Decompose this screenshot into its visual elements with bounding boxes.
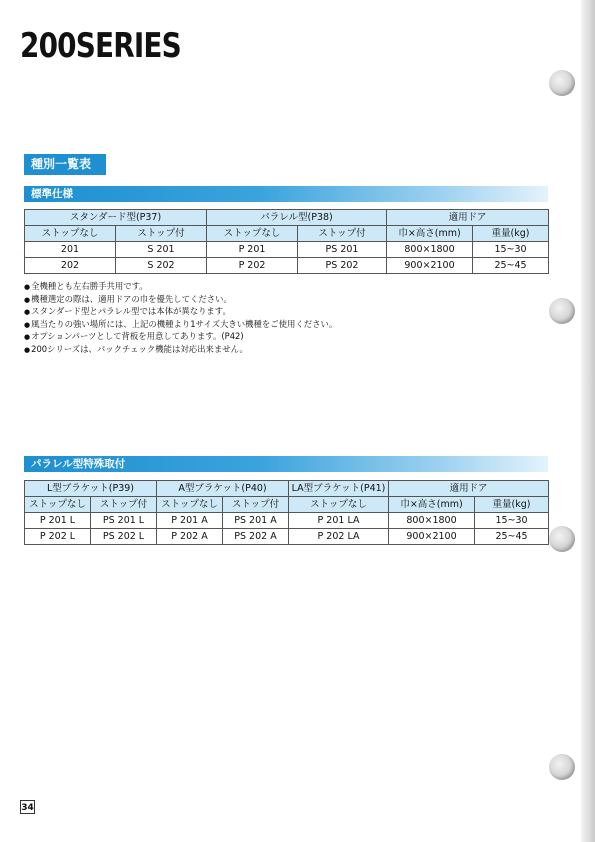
column-header: ストップなし <box>25 497 91 513</box>
note-item: ● 全機種とも左右勝手共用です。 <box>24 281 524 294</box>
table-row <box>25 513 549 529</box>
group-header: パラレル型(P38) <box>207 210 387 226</box>
binder-hole-2 <box>549 298 575 324</box>
table-cell: P 202 <box>207 258 298 274</box>
note-item: ● 200シリーズは、バックチェック機能は対応出来ません。 <box>24 344 524 357</box>
table-group-header-row <box>25 481 549 497</box>
page-edge <box>581 0 595 842</box>
table1-band: 標準仕様 <box>24 186 548 202</box>
table-row <box>25 242 549 258</box>
column-header: ストップ付 <box>91 497 157 513</box>
group-header: L型ブラケット(P39) <box>25 481 157 497</box>
group-header: 適用ドア <box>389 481 549 497</box>
group-header: A型ブラケット(P40) <box>157 481 289 497</box>
table-row <box>25 529 549 545</box>
column-header: ストップなし <box>25 226 116 242</box>
table-cell: S 202 <box>116 258 207 274</box>
notes-list <box>24 281 524 357</box>
column-header: ストップ付 <box>223 497 289 513</box>
table-cell: S 201 <box>116 242 207 258</box>
group-header: 適用ドア <box>387 210 549 226</box>
table-cell: P 201 A <box>157 513 223 529</box>
table-cell: 202 <box>25 258 116 274</box>
note-item: ● 機種選定の際は、適用ドアの巾を優先してください。 <box>24 294 524 307</box>
table-cell: 900×2100 <box>389 529 475 545</box>
table-cell: 800×1800 <box>387 242 473 258</box>
column-header: 重量(kg) <box>475 497 549 513</box>
table2-band: パラレル型特殊取付 <box>24 456 548 472</box>
parallel-special-mount-table <box>24 480 549 545</box>
page-number: 34 <box>20 800 35 814</box>
table-column-header-row <box>25 497 549 513</box>
column-header: 巾×高さ(mm) <box>389 497 475 513</box>
group-header: スタンダード型(P37) <box>25 210 207 226</box>
table-cell: P 202 A <box>157 529 223 545</box>
table-group-header-row <box>25 210 549 226</box>
table-cell: 15~30 <box>473 242 549 258</box>
column-header: ストップなし <box>157 497 223 513</box>
table-cell: PS 202 <box>298 258 387 274</box>
table-cell: 201 <box>25 242 116 258</box>
table-cell: P 201 LA <box>289 513 389 529</box>
page-title: 200SERIES <box>20 26 181 66</box>
group-header: LA型ブラケット(P41) <box>289 481 389 497</box>
table-cell: 900×2100 <box>387 258 473 274</box>
table-cell: 25~45 <box>475 529 549 545</box>
column-header: ストップ付 <box>298 226 387 242</box>
table-cell: P 202 L <box>25 529 91 545</box>
note-item: ● スタンダード型とパラレル型では本体が異なります。 <box>24 306 524 319</box>
section-heading: 種別一覧表 <box>24 154 106 175</box>
note-item: ● オプションパーツとして背板を用意してあります。(P42) <box>24 331 524 344</box>
table-column-header-row <box>25 226 549 242</box>
table-cell: 25~45 <box>473 258 549 274</box>
column-header: ストップなし <box>207 226 298 242</box>
table-cell: PS 201 <box>298 242 387 258</box>
binder-hole-3 <box>549 526 575 552</box>
table-cell: P 202 LA <box>289 529 389 545</box>
column-header: 巾×高さ(mm) <box>387 226 473 242</box>
table-cell: P 201 <box>207 242 298 258</box>
table-row <box>25 258 549 274</box>
table-cell: PS 201 A <box>223 513 289 529</box>
table-cell: PS 201 L <box>91 513 157 529</box>
binder-hole-4 <box>549 754 575 780</box>
table-cell: P 201 L <box>25 513 91 529</box>
standard-spec-table <box>24 209 549 274</box>
table-cell: PS 202 A <box>223 529 289 545</box>
table-cell: 15~30 <box>475 513 549 529</box>
table-cell: 800×1800 <box>389 513 475 529</box>
column-header: ストップ付 <box>116 226 207 242</box>
binder-hole-1 <box>549 70 575 96</box>
table-cell: PS 202 L <box>91 529 157 545</box>
column-header: 重量(kg) <box>473 226 549 242</box>
column-header: ストップなし <box>289 497 389 513</box>
note-item: ● 風当たりの強い場所には、上記の機種より1サイズ大きい機種をご使用ください。 <box>24 319 524 332</box>
